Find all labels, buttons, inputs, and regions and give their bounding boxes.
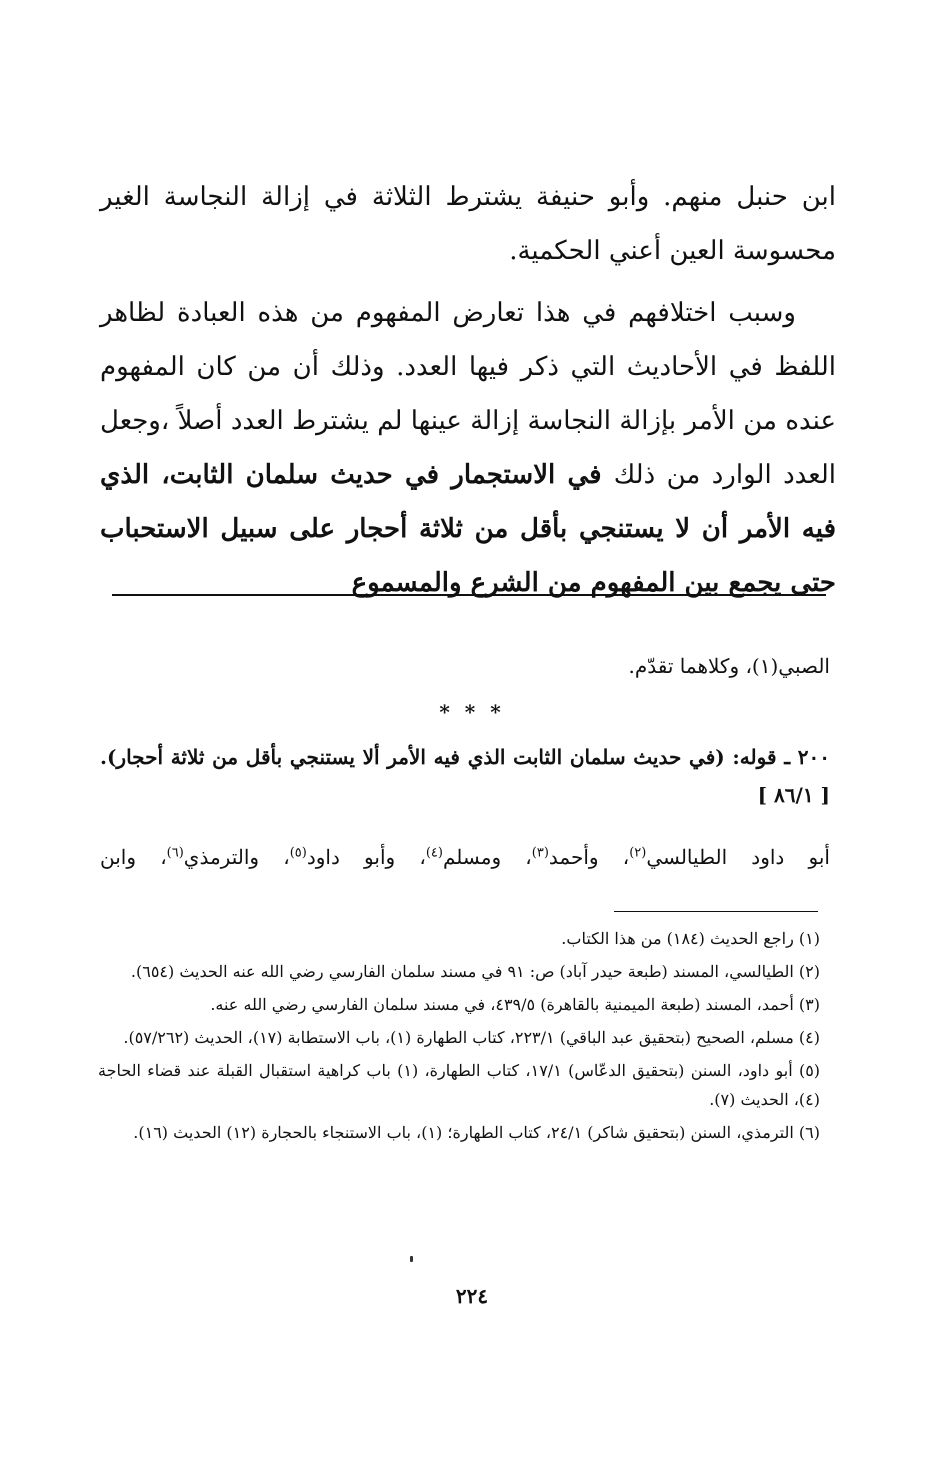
ink-speck xyxy=(410,1256,413,1262)
footnote-divider xyxy=(614,911,818,912)
footnote-2: (٢) الطيالسي، المسند (طبعة حيدر آباد) ص: ٩١ في مسند سلمان الفارسي رضي الله عنه الحديث (٦٥٤). xyxy=(130,962,820,981)
footnote-5: (٥) أبو داود، السنن (بتحقيق الدعّاس) ١٧/١، كتاب الطهارة، (١) باب كراهية استقبال القبلة عند قضاء الحاجة (٤)، الحديث (٧). xyxy=(98,1061,821,1109)
quoted-passage xyxy=(100,170,836,610)
footnote-ref-2: (٢) xyxy=(629,845,647,861)
cite-text-5: ، والترمذي xyxy=(183,845,290,869)
section-divider xyxy=(112,594,826,596)
quoted-paragraph-1: ابن حنبل منهم. وأبو حنيفة يشترط الثلاثة في إزالة النجاسة الغير محسوسة العين أعني الحكمية. xyxy=(100,182,836,266)
cite-text-1: أبو داود الطيالسي xyxy=(646,845,830,869)
citation-line xyxy=(100,838,830,876)
section-stars: * * * xyxy=(439,700,505,724)
footnote-4: (٤) مسلم، الصحيح (بتحقيق عبد الباقي) ٢٢٣/١، كتاب الطهارة (١)، باب الاستطابة (١٧)، الحديث (٥٧/٢٦٢). xyxy=(123,1028,820,1047)
footnote-ref-3: (٣) xyxy=(531,845,549,861)
commentary-intro: الصبي(١)، وكلاهما تقدّم. xyxy=(628,654,830,678)
footnote-ref-4: (٤) xyxy=(425,845,443,861)
quoted-paragraph-2-bold: في الاستجمار في حديث سلمان الثابت، الذي فيه الأمر أن لا يستنجي بأقل من ثلاثة أحجار على سبيل الاستحباب حتى يجمع بين المفهوم من الشرع والمسموع xyxy=(100,460,836,598)
footnote-ref-5: (٥) xyxy=(289,845,307,861)
footnote-1: (١) راجع الحديث (١٨٤) من هذا الكتاب. xyxy=(561,929,820,948)
cite-text-3: ، ومسلم xyxy=(442,845,532,869)
quoted-paragraph-2 xyxy=(100,286,836,610)
footnote-3: (٣) أحمد، المسند (طبعة الميمنية بالقاهرة) ٤٣٩/٥، في مسند سلمان الفارسي رضي الله عنه. xyxy=(210,995,820,1014)
cite-text-4: ، وأبو داود xyxy=(306,845,426,869)
page-number: ٢٢٤ xyxy=(455,1284,489,1308)
cite-text-6: ، وابن xyxy=(100,845,167,869)
footnote-6: (٦) الترمذي، السنن (بتحقيق شاكر) ٢٤/١، كتاب الطهارة؛ (١)، باب الاستنجاء بالحجارة (١٢) الحديث (١٦). xyxy=(133,1123,820,1142)
footnotes xyxy=(98,924,820,1151)
footnote-ref-6: (٦) xyxy=(166,845,184,861)
entry-heading: ٢٠٠ ـ قوله: (في حديث سلمان الثابت الذي فيه الأمر ألا يستنجي بأقل من ثلاثة أحجار). [ ٨٦/١ ] xyxy=(100,745,830,807)
quoted-paragraph-2-plain: وسبب اختلافهم في هذا تعارض المفهوم من هذه العبادة لظاهر اللفظ في الأحاديث التي ذكر فيها العدد. وذلك أن من كان المفهوم عنده من الأمر بإزالة النجاسة إزالة عينها لم يشترط العدد أصلاً ،وجعل العدد الوارد من ذلك xyxy=(100,298,836,490)
cite-text-2: ، وأحمد xyxy=(548,845,630,869)
